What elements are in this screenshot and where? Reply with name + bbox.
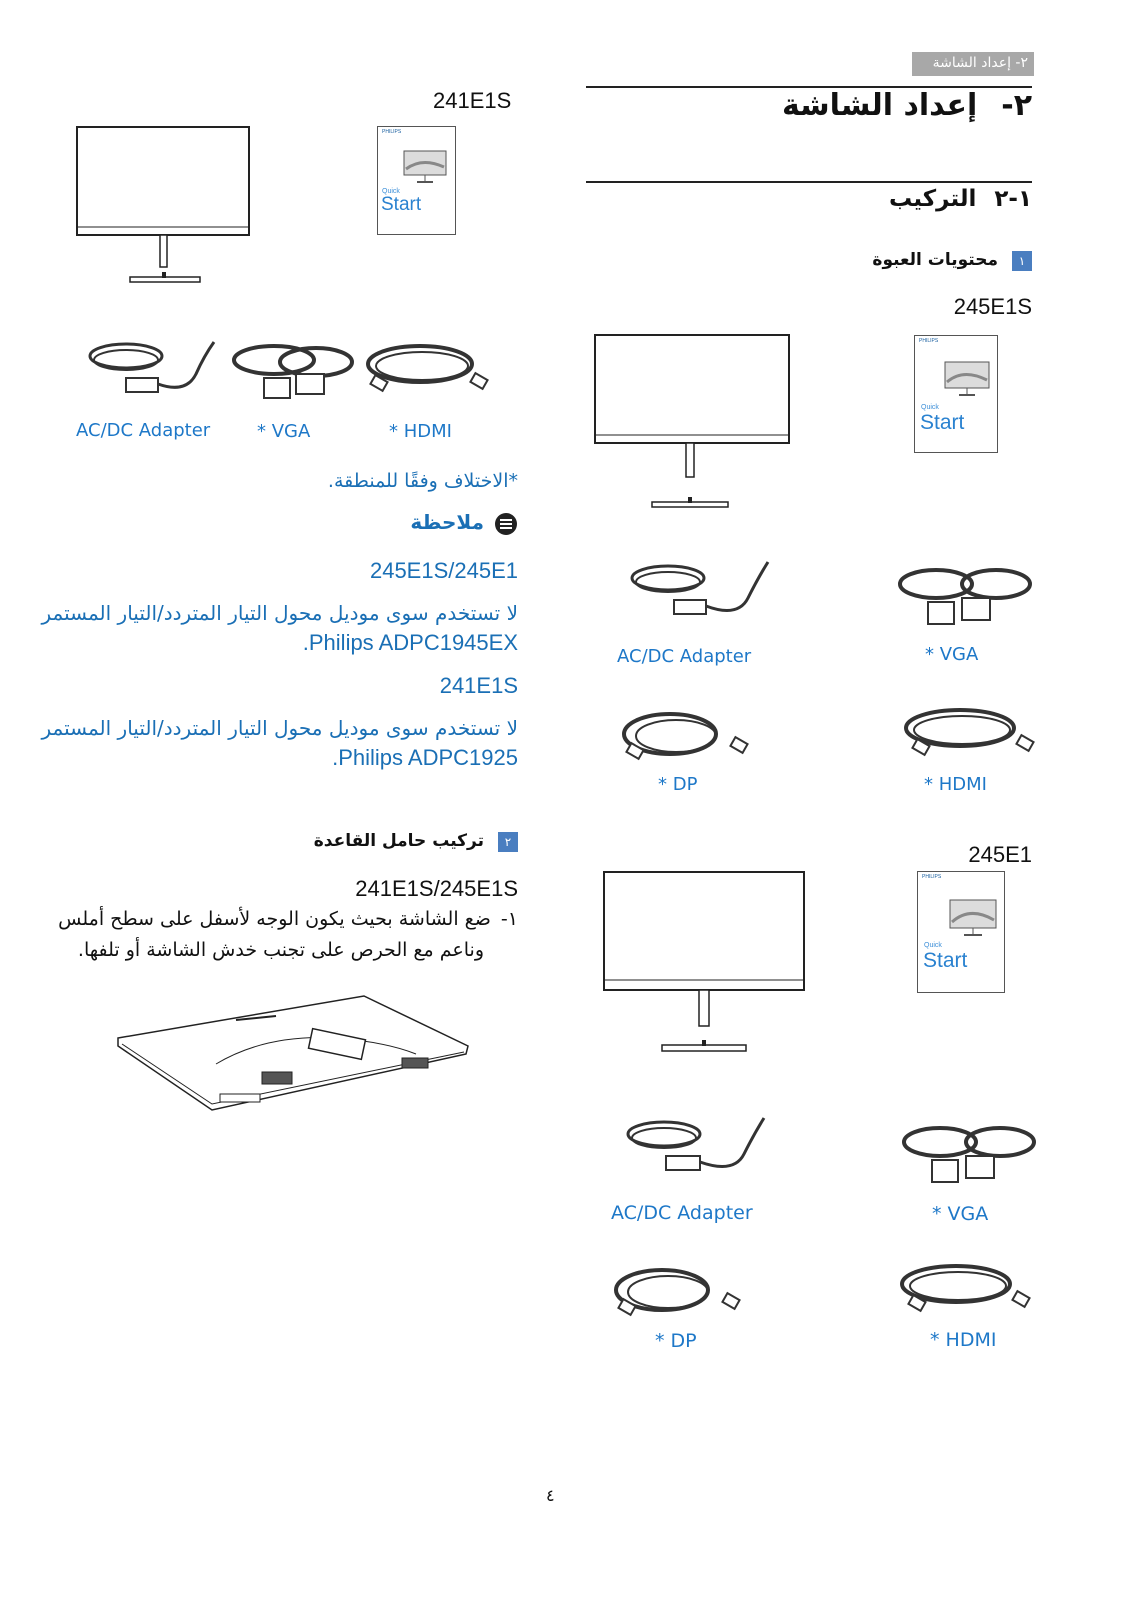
qs-brand: PHILIPS: [382, 129, 402, 135]
monitor-245E1S-illustration: [594, 334, 794, 514]
sub2-badge: ٢: [498, 832, 518, 852]
hdmi-cable-icon: [896, 1260, 1036, 1324]
adapter-cable-icon: [624, 1114, 774, 1184]
note2-text: لا تستخدم سوى موديل محول التيار المتردد/التيار المستمر: [41, 716, 518, 740]
vga-cable-icon: [896, 562, 1036, 634]
hdmi-cable-icon: [362, 342, 492, 404]
step1-num: ١-: [500, 908, 518, 930]
sub2-title: تركيب حامل القاعدة: [313, 831, 484, 851]
qs-monitor-icon: [948, 898, 1000, 940]
region-note: *الاختلاف وفقًا للمنطقة.: [327, 470, 518, 492]
section-title-text: التركيب: [889, 186, 977, 212]
dp-cable-icon: [620, 706, 770, 770]
step1: [58, 904, 518, 966]
monitor-facedown-illustration: [116, 994, 472, 1114]
sub1-title: محتويات العبوة: [872, 250, 998, 270]
hdmi-cable-icon: [900, 704, 1040, 768]
quick-start-guide-241E1S: [377, 126, 456, 235]
step1-line1: [58, 904, 518, 935]
caption-dp-245E1: * DP: [655, 1330, 697, 1352]
model-245E1: 245E1: [968, 842, 1032, 867]
caption-hdmi-245E1S: * HDMI: [924, 774, 987, 795]
qs-brand: PHILIPS: [919, 338, 939, 344]
chapter-title: [782, 88, 1032, 123]
caption-dp-245E1S: * DP: [658, 774, 698, 795]
note2-model: 241E1S: [439, 673, 518, 698]
chapter-title-text: إعداد الشاشة: [781, 88, 978, 123]
qs-start: Start: [381, 194, 422, 215]
page-number: ٤: [546, 1486, 555, 1505]
step1-text2: وناعم مع الحرص على تجنب خدش الشاشة أو تلفها.: [77, 939, 484, 961]
caption-vga-245E1S: * VGA: [925, 644, 979, 665]
header-rule-bottom: [586, 181, 1032, 183]
quick-start-guide-245E1: [917, 871, 1005, 993]
step1-text1: ضع الشاشة بحيث يكون الوجه لأسفل على سطح أملس: [58, 908, 491, 930]
sub1-badge: ١: [1012, 251, 1032, 271]
caption-vga-241E1S: * VGA: [257, 421, 311, 442]
monitor-241E1S-illustration: [76, 126, 256, 286]
qs-quick: Quick: [924, 942, 942, 949]
chapter-num: ٢-: [1001, 88, 1032, 123]
adapter-cable-icon: [628, 558, 778, 628]
note1-text: لا تستخدم سوى موديل محول التيار المتردد/التيار المستمر: [41, 601, 518, 625]
section-title: [889, 186, 1032, 212]
caption-adapter-245E1S: AC/DC Adapter: [617, 646, 752, 667]
vga-cable-icon: [900, 1120, 1040, 1192]
caption-hdmi-245E1: * HDMI: [930, 1329, 997, 1351]
qs-monitor-icon: [402, 149, 450, 187]
qs-quick: Quick: [921, 404, 939, 411]
quick-start-guide-245E1S: [914, 335, 998, 453]
step-models: 241E1S/245E1S: [355, 876, 518, 901]
note1-model: 245E1S/245E1: [369, 558, 518, 583]
note2-part: .Philips ADPC1925: [332, 745, 518, 770]
note-title: ملاحظة: [410, 510, 484, 534]
note1-part: .Philips ADPC1945EX: [302, 630, 518, 655]
model-241E1S: 241E1S: [433, 88, 512, 113]
model-245E1S: 245E1S: [953, 294, 1032, 319]
dp-cable-icon: [612, 1262, 762, 1326]
caption-hdmi-241E1S: * HDMI: [389, 421, 452, 442]
caption-vga-245E1: * VGA: [932, 1203, 989, 1225]
qs-monitor-icon: [943, 360, 993, 400]
section-num: ١-٢: [994, 186, 1032, 212]
note-icon: [494, 512, 518, 536]
qs-start: Start: [923, 949, 968, 972]
adapter-cable-icon: [86, 338, 226, 398]
monitor-245E1-illustration: [602, 870, 812, 1060]
qs-brand: PHILIPS: [922, 874, 942, 880]
qs-start: Start: [920, 411, 965, 434]
header-tab: [912, 52, 1034, 76]
header-tab-label: ٢- إعداد الشاشة: [932, 55, 1028, 71]
qs-quick: Quick: [382, 188, 400, 195]
vga-cable-icon: [230, 342, 360, 404]
caption-adapter-241E1S: AC/DC Adapter: [76, 420, 211, 441]
caption-adapter-245E1: AC/DC Adapter: [611, 1202, 753, 1224]
